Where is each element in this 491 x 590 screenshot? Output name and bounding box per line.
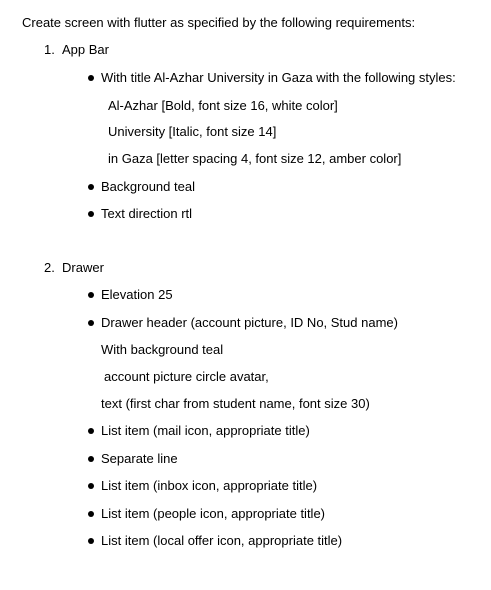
bullet-icon bbox=[88, 75, 94, 81]
list-item: Separate line bbox=[101, 451, 178, 466]
list-item: Drawer header (account picture, ID No, Stud name) bbox=[101, 315, 398, 330]
bullet-icon bbox=[88, 456, 94, 462]
style-line: University [Italic, font size 14] bbox=[108, 124, 277, 139]
list-item: With title Al-Azhar University in Gaza with the following styles: bbox=[101, 70, 456, 85]
list-item: Text direction rtl bbox=[101, 206, 193, 221]
style-line: in Gaza [letter spacing 4, font size 12, amber color] bbox=[108, 151, 402, 166]
list-item: List item (mail icon, appropriate title) bbox=[101, 423, 310, 438]
bullet-icon bbox=[88, 211, 94, 217]
style-line: Al-Azhar [Bold, font size 16, white color] bbox=[108, 98, 338, 113]
section1-heading: App Bar bbox=[62, 42, 109, 57]
detail-line: account picture circle avatar, bbox=[104, 369, 269, 384]
list-item: List item (people icon, appropriate title) bbox=[101, 506, 326, 521]
intro-text: Create screen with flutter as specified by the following requirements: bbox=[22, 15, 416, 30]
bullet-icon bbox=[88, 292, 94, 298]
bullet-icon bbox=[88, 320, 94, 326]
bullet-icon bbox=[88, 428, 94, 434]
section2-heading: Drawer bbox=[62, 260, 104, 275]
bullet-icon bbox=[88, 483, 94, 489]
section1-number: 1. bbox=[44, 42, 55, 57]
list-item: Elevation 25 bbox=[101, 287, 173, 302]
bullet-icon bbox=[88, 511, 94, 517]
list-item: List item (local offer icon, appropriate title) bbox=[101, 533, 343, 548]
section2-number: 2. bbox=[44, 260, 55, 275]
detail-line: With background teal bbox=[101, 342, 224, 357]
list-item: Background teal bbox=[101, 179, 195, 194]
bullet-icon bbox=[88, 184, 94, 190]
list-item: List item (inbox icon, appropriate title) bbox=[101, 478, 318, 493]
detail-line: text (first char from student name, font size 30) bbox=[101, 396, 370, 411]
bullet-icon bbox=[88, 538, 94, 544]
